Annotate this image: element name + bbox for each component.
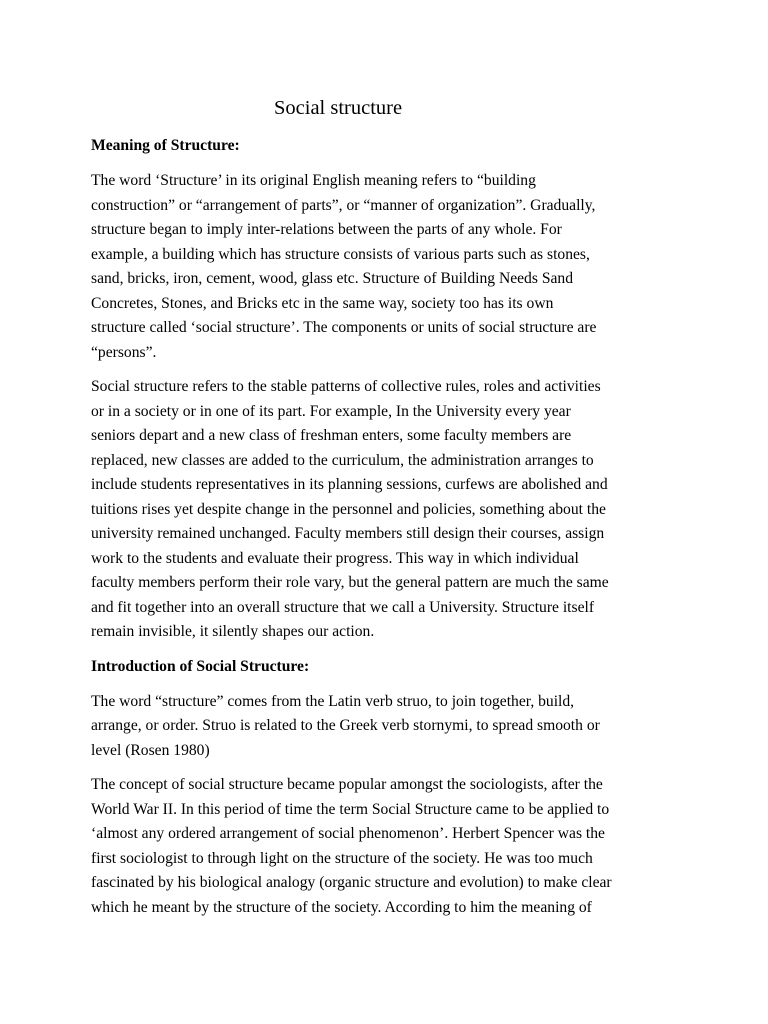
paragraph-line: The word ‘Structure’ in its original English meaning refers to “building <box>91 172 536 189</box>
paragraph-line: replaced, new classes are added to the curriculum, the administration arranges to <box>91 451 594 469</box>
paragraph-line: The word “structure” comes from the Latin verb struo, to join together, build, <box>91 692 575 710</box>
paragraph <box>91 375 691 645</box>
paragraph <box>91 773 691 920</box>
paragraph-line: or in a society or in one of its part. For example, In the University every year <box>91 402 571 420</box>
paragraph-line: remain invisible, it silently shapes our action. <box>91 623 375 640</box>
paragraph-line: tuitions rises yet despite change in the personnel and policies, something about the <box>91 500 606 518</box>
paragraph-line: Concretes, Stones, and Bricks etc in the same way, society too has its own <box>91 294 554 312</box>
paragraph-line: seniors depart and a new class of freshman enters, some faculty members are <box>91 427 572 444</box>
section-heading: Introduction of Social Structure: <box>91 657 310 675</box>
paragraph-line: first sociologist to through light on the structure of the society. He was too much <box>91 849 593 867</box>
paragraph-line: work to the students and evaluate their progress. This way in which individual <box>91 549 579 567</box>
section-heading: Meaning of Structure: <box>91 137 240 154</box>
paragraph-line: structure began to imply inter-relations between the parts of any whole. For <box>91 221 562 238</box>
paragraph-line: The concept of social structure became popular amongst the sociologists, after the <box>91 776 603 793</box>
document-title: Social structure <box>274 97 403 119</box>
paragraph-line: faculty members perform their role vary, but the general pattern are much the same <box>91 574 609 591</box>
document-body <box>91 94 691 920</box>
paragraph-line: level (Rosen 1980) <box>91 741 210 759</box>
paragraph-line: “persons”. <box>91 343 157 361</box>
paragraph-line: structure called ‘social structure’. The components or units of social structure are <box>91 319 597 336</box>
paragraph-line: and fit together into an overall structure that we call a University. Structure itself <box>91 598 595 616</box>
paragraph-line: World War II. In this period of time the term Social Structure came to be applied to <box>91 800 610 818</box>
paragraph-line: arrange, or order. Struo is related to the Greek verb stornymi, to spread smooth or <box>91 717 600 734</box>
paragraph-line: university remained unchanged. Faculty members still design their courses, assign <box>91 525 605 542</box>
paragraph-line: include students representatives in its planning sessions, curfews are abolished and <box>91 476 608 493</box>
paragraph-line: ‘almost any ordered arrangement of social phenomenon’. Herbert Spencer was the <box>91 825 605 842</box>
paragraph-line: construction” or “arrangement of parts”, or “manner of organization”. Gradually, <box>91 196 596 214</box>
paragraph-line: example, a building which has structure consists of various parts such as stones, <box>91 245 590 263</box>
paragraph <box>91 690 691 764</box>
paragraph-line: sand, bricks, iron, cement, wood, glass etc. Structure of Building Needs Sand <box>91 270 574 287</box>
paragraph-line: which he meant by the structure of the society. According to him the meaning of <box>91 898 592 916</box>
paragraph <box>91 169 691 365</box>
paragraph-line: Social structure refers to the stable patterns of collective rules, roles and activities <box>91 378 601 395</box>
paragraph-line: fascinated by his biological analogy (organic structure and evolution) to make clear <box>91 874 612 891</box>
